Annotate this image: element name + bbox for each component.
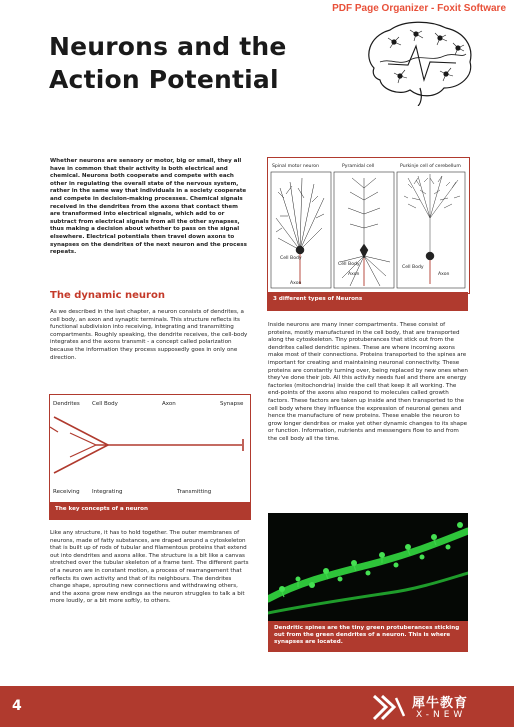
page-number: 4 xyxy=(12,698,22,714)
rhino-logo-icon xyxy=(370,692,408,722)
pyramidal-cell-body-label: Cell Body xyxy=(338,262,360,267)
spinal-motor-neuron-drawing xyxy=(276,178,324,284)
concept-diagram-caption: The key concepts of a neuron xyxy=(49,502,251,520)
spinal-cell-body-label: Cell Body xyxy=(280,256,302,261)
label-axon: Axon xyxy=(162,401,176,407)
inside-neurons-paragraph: Inside neurons are many inner compartments. These consist of proteins, mostly manufactured in the cell body, that are transported along the cytoskeleton. Tiny protuberances that stick out from the dendrites called dendritic spines. These are where incoming axons make most of their connections. Proteins transported to the spines are important for creating and maintaining neuronal connectivity. These proteins are constantly turning over, being replaced by new ones when they've done their job. All this activity needs fuel and there are energy factories (mitochondria) inside the cell that keep it all working. The end-points of the axons also respond to molecules called growth factors. These factors are taken up inside and then transported to the cell body where they influence the expression of neuronal genes and hence the manufacture of new proteins. These enable the neuron to grow longer dendrites or make yet other dynamic changes to its shape or function. Information, nutrients and messengers flow to and from the cell body all the time. xyxy=(268,322,468,442)
label-dendrites: Dendrites xyxy=(53,401,80,407)
dendritic-spines-image xyxy=(268,513,468,621)
pyramidal-axon-label: Axon xyxy=(348,272,360,277)
label-receiving: Receiving xyxy=(53,489,80,495)
dynamic-neuron-paragraph: As we described in the last chapter, a neuron consists of dendrites, a cell body, an axon and synaptic terminals. This structure reflects its functional subdivision into receiving, integrating and transmitting compartments. Roughly speaking, the dendrite receives, the cell-body integrates and the axons transmit - a concept called polarization because the information they process supposedly goes in only one direction. xyxy=(50,309,248,361)
label-integrating: Integrating xyxy=(92,489,123,495)
logo-english-text: X-NEW xyxy=(416,710,467,720)
label-cell-body: Cell Body xyxy=(92,401,118,407)
intro-paragraph: Whether neurons are sensory or motor, big or small, they all have in common that their activity is both electrical and chemical. Neurons both cooperate and compete with each other in regulating the overall state of the nervous system, rather in the same way that individuals in a society cooperate and compete in decision-making processes. Chemical signals received in the dendrites from the axons that contact them are transformed into electrical signals, which add to or subtract from electrical signals from all the other synapses, thus making a decision about whether to pass on the signal elsewhere. Electrical potentials then travel down axons to synapses on the dendrites of the next neuron and the process repeats. xyxy=(50,158,247,256)
panel-purkinje xyxy=(397,172,465,288)
panel-spinal-motor xyxy=(271,172,331,288)
panel-heading-spinal-motor: Spinal motor neuron xyxy=(272,164,319,169)
purkinje-cell-body-label: Cell Body xyxy=(402,265,424,270)
watermark: PDF Page Organizer - Foxit Software xyxy=(332,3,506,14)
panel-heading-purkinje: Purkinje cell of cerebellum xyxy=(400,164,461,169)
section-heading-dynamic-neuron: The dynamic neuron xyxy=(50,290,165,301)
panel-heading-pyramidal: Pyramidal cell xyxy=(342,164,375,169)
purkinje-axon-label: Axon xyxy=(438,272,450,277)
logo-chinese-text: 犀牛教育 xyxy=(412,696,469,711)
neuron-concept-diagram xyxy=(49,394,251,503)
neuron-types-figure xyxy=(267,157,470,294)
concept-diagram-svg xyxy=(50,395,250,502)
page-footer xyxy=(0,686,514,727)
dendritic-spines-photo xyxy=(268,513,468,621)
neuron-types-svg xyxy=(268,158,469,293)
label-synapse: Synapse xyxy=(220,401,244,407)
page-title: Neurons and the Action Potential xyxy=(49,32,287,94)
structure-paragraph: Like any structure, it has to hold together. The outer membranes of neurons, made of fatty substances, are draped around a cytoskeleton that is built up of rods of tubular and filamentous proteins that extend out into dendrites and axons alike. The structure is a bit like a canvas stretched over the tubular skeleton of a frame tent. The different parts of a neuron are in constant motion, a process of rearrangement that reflects its own activity and that of its neighbours. The dendrites change shape, sprouting new connections and withdrawing others, and the axons grow new endings as the neuron struggles to talk a bit more loudly, or a bit more softly, to others. xyxy=(50,530,249,605)
label-transmitting: Transmitting xyxy=(177,489,212,495)
neuron-types-caption: 3 different types of Neurons xyxy=(267,292,468,311)
pyramidal-neuron-drawing xyxy=(340,178,390,286)
photo-caption: Dendritic spines are the tiny green protuberances sticking out from the green dendrites of a neuron. This is where synapses are located. xyxy=(268,621,468,652)
spinal-axon-label: Axon xyxy=(290,281,302,286)
brain-illustration xyxy=(360,18,478,106)
xnew-logo xyxy=(370,691,500,723)
